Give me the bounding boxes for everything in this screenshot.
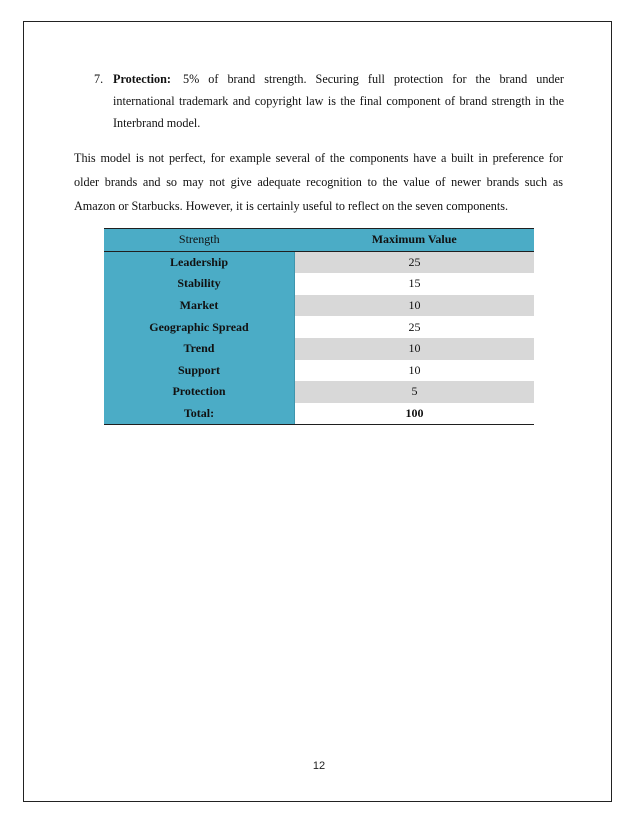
- row-label: Geographic Spread: [104, 316, 295, 338]
- row-label: Support: [104, 360, 295, 382]
- table-row: [104, 381, 534, 403]
- row-label: Leadership: [104, 251, 295, 273]
- column-header-strength: Strength: [104, 229, 295, 252]
- table-row: [104, 316, 534, 338]
- table-row: [104, 295, 534, 317]
- row-value: 10: [295, 338, 535, 360]
- row-value: 25: [295, 316, 535, 338]
- list-item-label: Protection:: [113, 72, 171, 86]
- column-header-maximum-value: Maximum Value: [295, 229, 535, 252]
- total-value: 100: [295, 403, 535, 425]
- total-label: Total:: [104, 403, 295, 425]
- table-header-row: [104, 229, 534, 252]
- row-value: 10: [295, 295, 535, 317]
- list-item-number: 7.: [94, 72, 104, 86]
- body-paragraph: This model is not perfect, for example several of the components have a built in preference for older brands and so may not give adequate recognition to the value of newer brands such as Amazon or Starbucks. However, it is certainly useful to reflect on the seven components.: [74, 151, 563, 213]
- list-item-text: 5% of brand strength. Securing full protection for the brand under international trademark and copyright law is the final component of brand strength in the Interbrand model.: [113, 72, 564, 130]
- row-value: 15: [295, 273, 535, 295]
- brand-strength-table: [104, 228, 534, 425]
- row-value: 10: [295, 360, 535, 382]
- page-number: 12: [312, 760, 326, 772]
- row-label: Market: [104, 295, 295, 317]
- table-total-row: [104, 403, 534, 425]
- row-label: Trend: [104, 338, 295, 360]
- table-row: [104, 338, 534, 360]
- table-row: [104, 360, 534, 382]
- row-label: Protection: [104, 381, 295, 403]
- table-row: [104, 251, 534, 273]
- row-label: Stability: [104, 273, 295, 295]
- list-item-body: [113, 68, 564, 134]
- row-value: 25: [295, 251, 535, 273]
- list-item-protection: [94, 68, 564, 134]
- row-value: 5: [295, 381, 535, 403]
- table-row: [104, 273, 534, 295]
